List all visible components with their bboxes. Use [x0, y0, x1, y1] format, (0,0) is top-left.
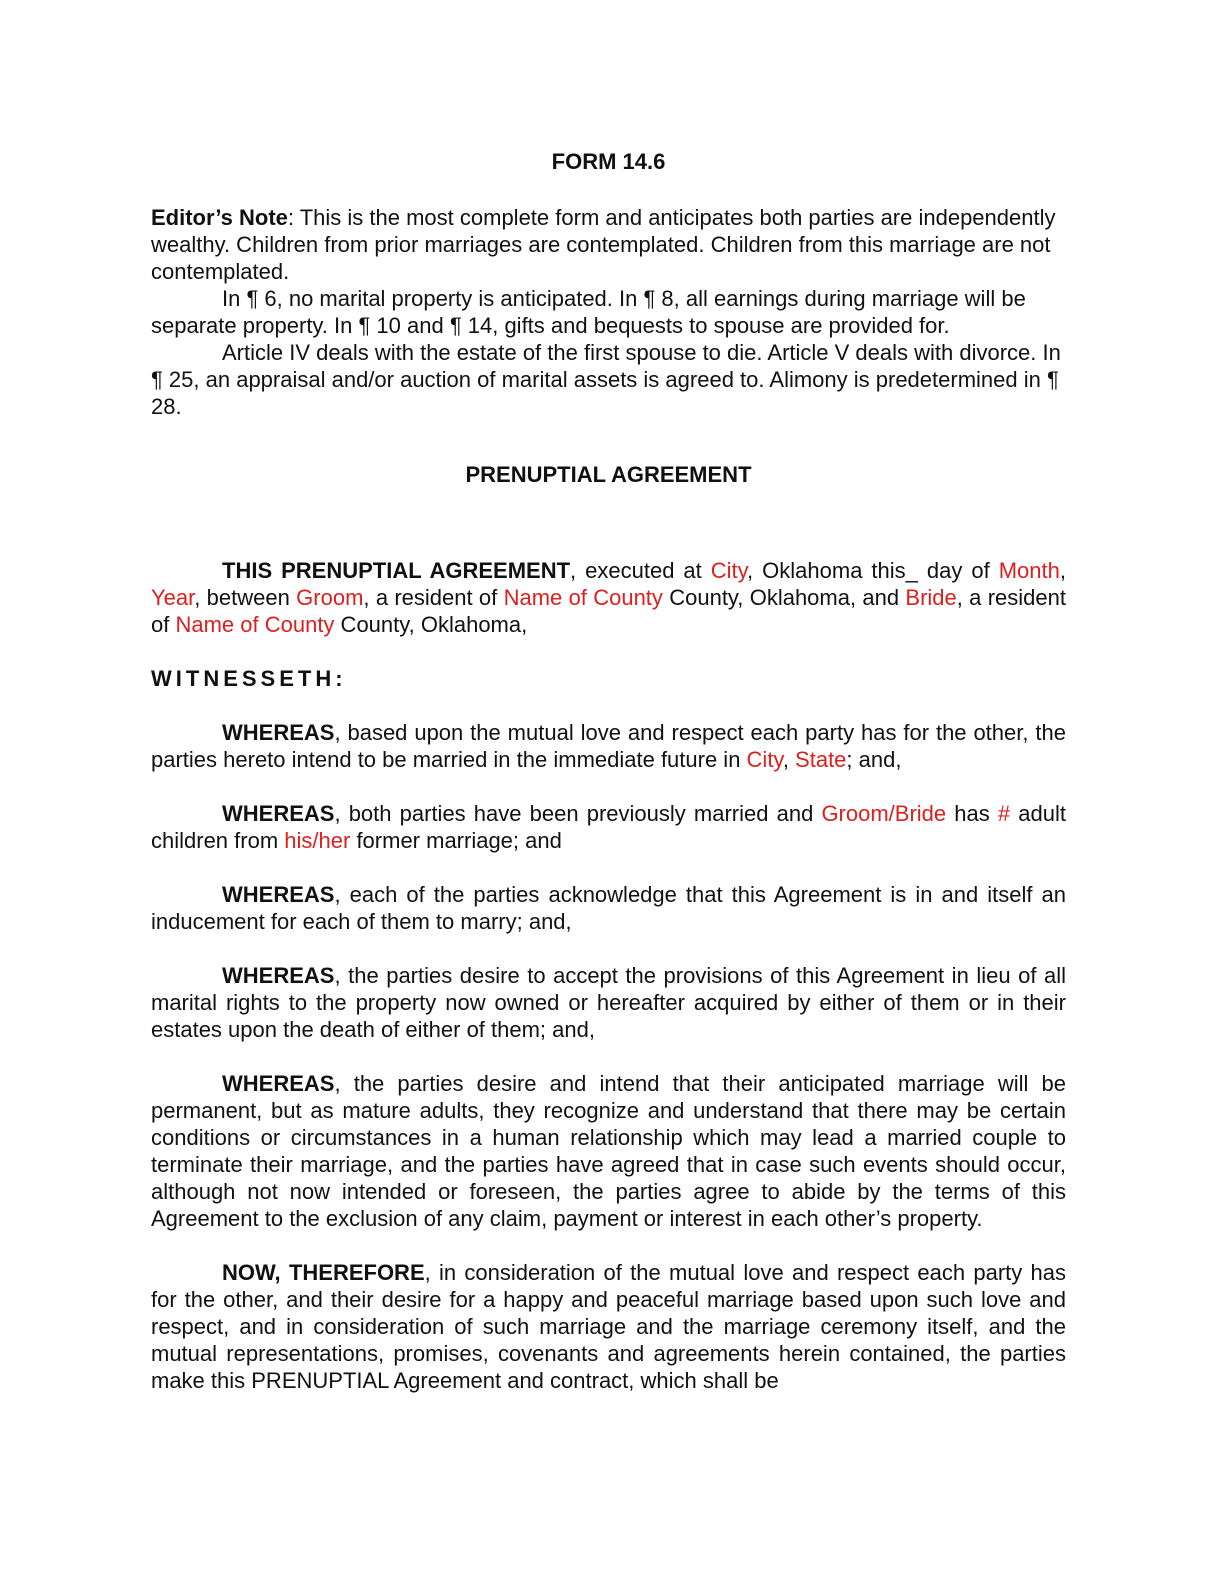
editors-note-label: Editor’s Note	[151, 205, 288, 230]
groom-bride-placeholder: Groom/Bride	[821, 801, 947, 826]
editors-note-line2: In ¶ 6, no marital property is anticipated. In ¶ 8, all earnings during marriage will be separate property. In ¶ 10 and ¶ 14, gifts and bequests to spouse are provided for.	[151, 286, 1026, 338]
year-placeholder: Year	[151, 585, 195, 610]
children-count-placeholder: #	[997, 801, 1011, 826]
whereas-paragraph: WHEREAS, each of the parties acknowledge that this Agreement is in and itself an inducement for each of them to marry; and,	[151, 882, 1066, 934]
editors-note-line1: Editor’s Note: This is the most complete form and anticipates both parties are independently wealthy. Children from prior marriages are contemplated. Children from this marriage are not contemplated.	[151, 205, 1056, 284]
whereas-paragraph: WHEREAS, the parties desire and intend that their anticipated marriage will be permanent, but as mature adults, they recognize and understand that there may be certain conditions or circumstances in a human relationship which may lead a married couple to terminate their marriage, and the parties have agreed that in case such events should occur, although not now intended or foreseen, the parties agree to abide by the terms of this Agreement to the exclusion of any claim, payment or interest in each other’s property.	[151, 1071, 1066, 1231]
form-title: FORM 14.6	[551, 149, 666, 174]
county-placeholder: Name of County	[503, 585, 663, 610]
whereas-paragraph: WHEREAS, the parties desire to accept the provisions of this Agreement in lieu of all marital rights to the property now owned or hereafter acquired by either of them or in their estates upon the death of either of them; and,	[151, 963, 1066, 1042]
intro-paragraph: THIS PRENUPTIAL AGREEMENT, executed at City, Oklahoma this_ day of Month, Year, between Groom, a resident of Name of County County, Oklahoma, and Bride, a resident of Name of County County, Oklahoma,	[151, 558, 1066, 637]
state-placeholder: State	[795, 747, 847, 772]
editors-note-line3: Article IV deals with the estate of the first spouse to die. Article V deals with divorce. In ¶ 25, an appraisal and/or auction of marital assets is agreed to. Alimony is predetermined in ¶ 28.	[151, 340, 1061, 419]
document-page	[151, 148, 1066, 1394]
month-placeholder: Month	[998, 558, 1060, 583]
editors-note	[151, 204, 1066, 420]
whereas-paragraph: WHEREAS, both parties have been previously married and Groom/Bride has # adult children from his/her former marriage; and	[151, 801, 1066, 853]
city-placeholder: City	[710, 558, 748, 583]
his-her-placeholder: his/her	[284, 828, 351, 853]
whereas-paragraph: WHEREAS, based upon the mutual love and respect each party has for the other, the parties hereto intend to be married in the immediate future in City, State; and,	[151, 720, 1066, 772]
county-placeholder: Name of County	[175, 612, 335, 637]
therefore-paragraph: NOW, THEREFORE, in consideration of the mutual love and respect each party has for the other, and their desire for a happy and peaceful marriage based upon such love and respect, and in consideration of such marriage and the marriage ceremony itself, and the mutual representations, promises, covenants and agreements herein contained, the parties make this PRENUPTIAL Agreement and contract, which shall be	[151, 1260, 1067, 1393]
bride-placeholder: Bride	[905, 585, 957, 610]
groom-placeholder: Groom	[296, 585, 364, 610]
witnesseth-heading: WITNESSETH:	[151, 666, 347, 691]
agreement-title: PRENUPTIAL AGREEMENT	[465, 462, 752, 487]
city-placeholder: City	[746, 747, 783, 772]
